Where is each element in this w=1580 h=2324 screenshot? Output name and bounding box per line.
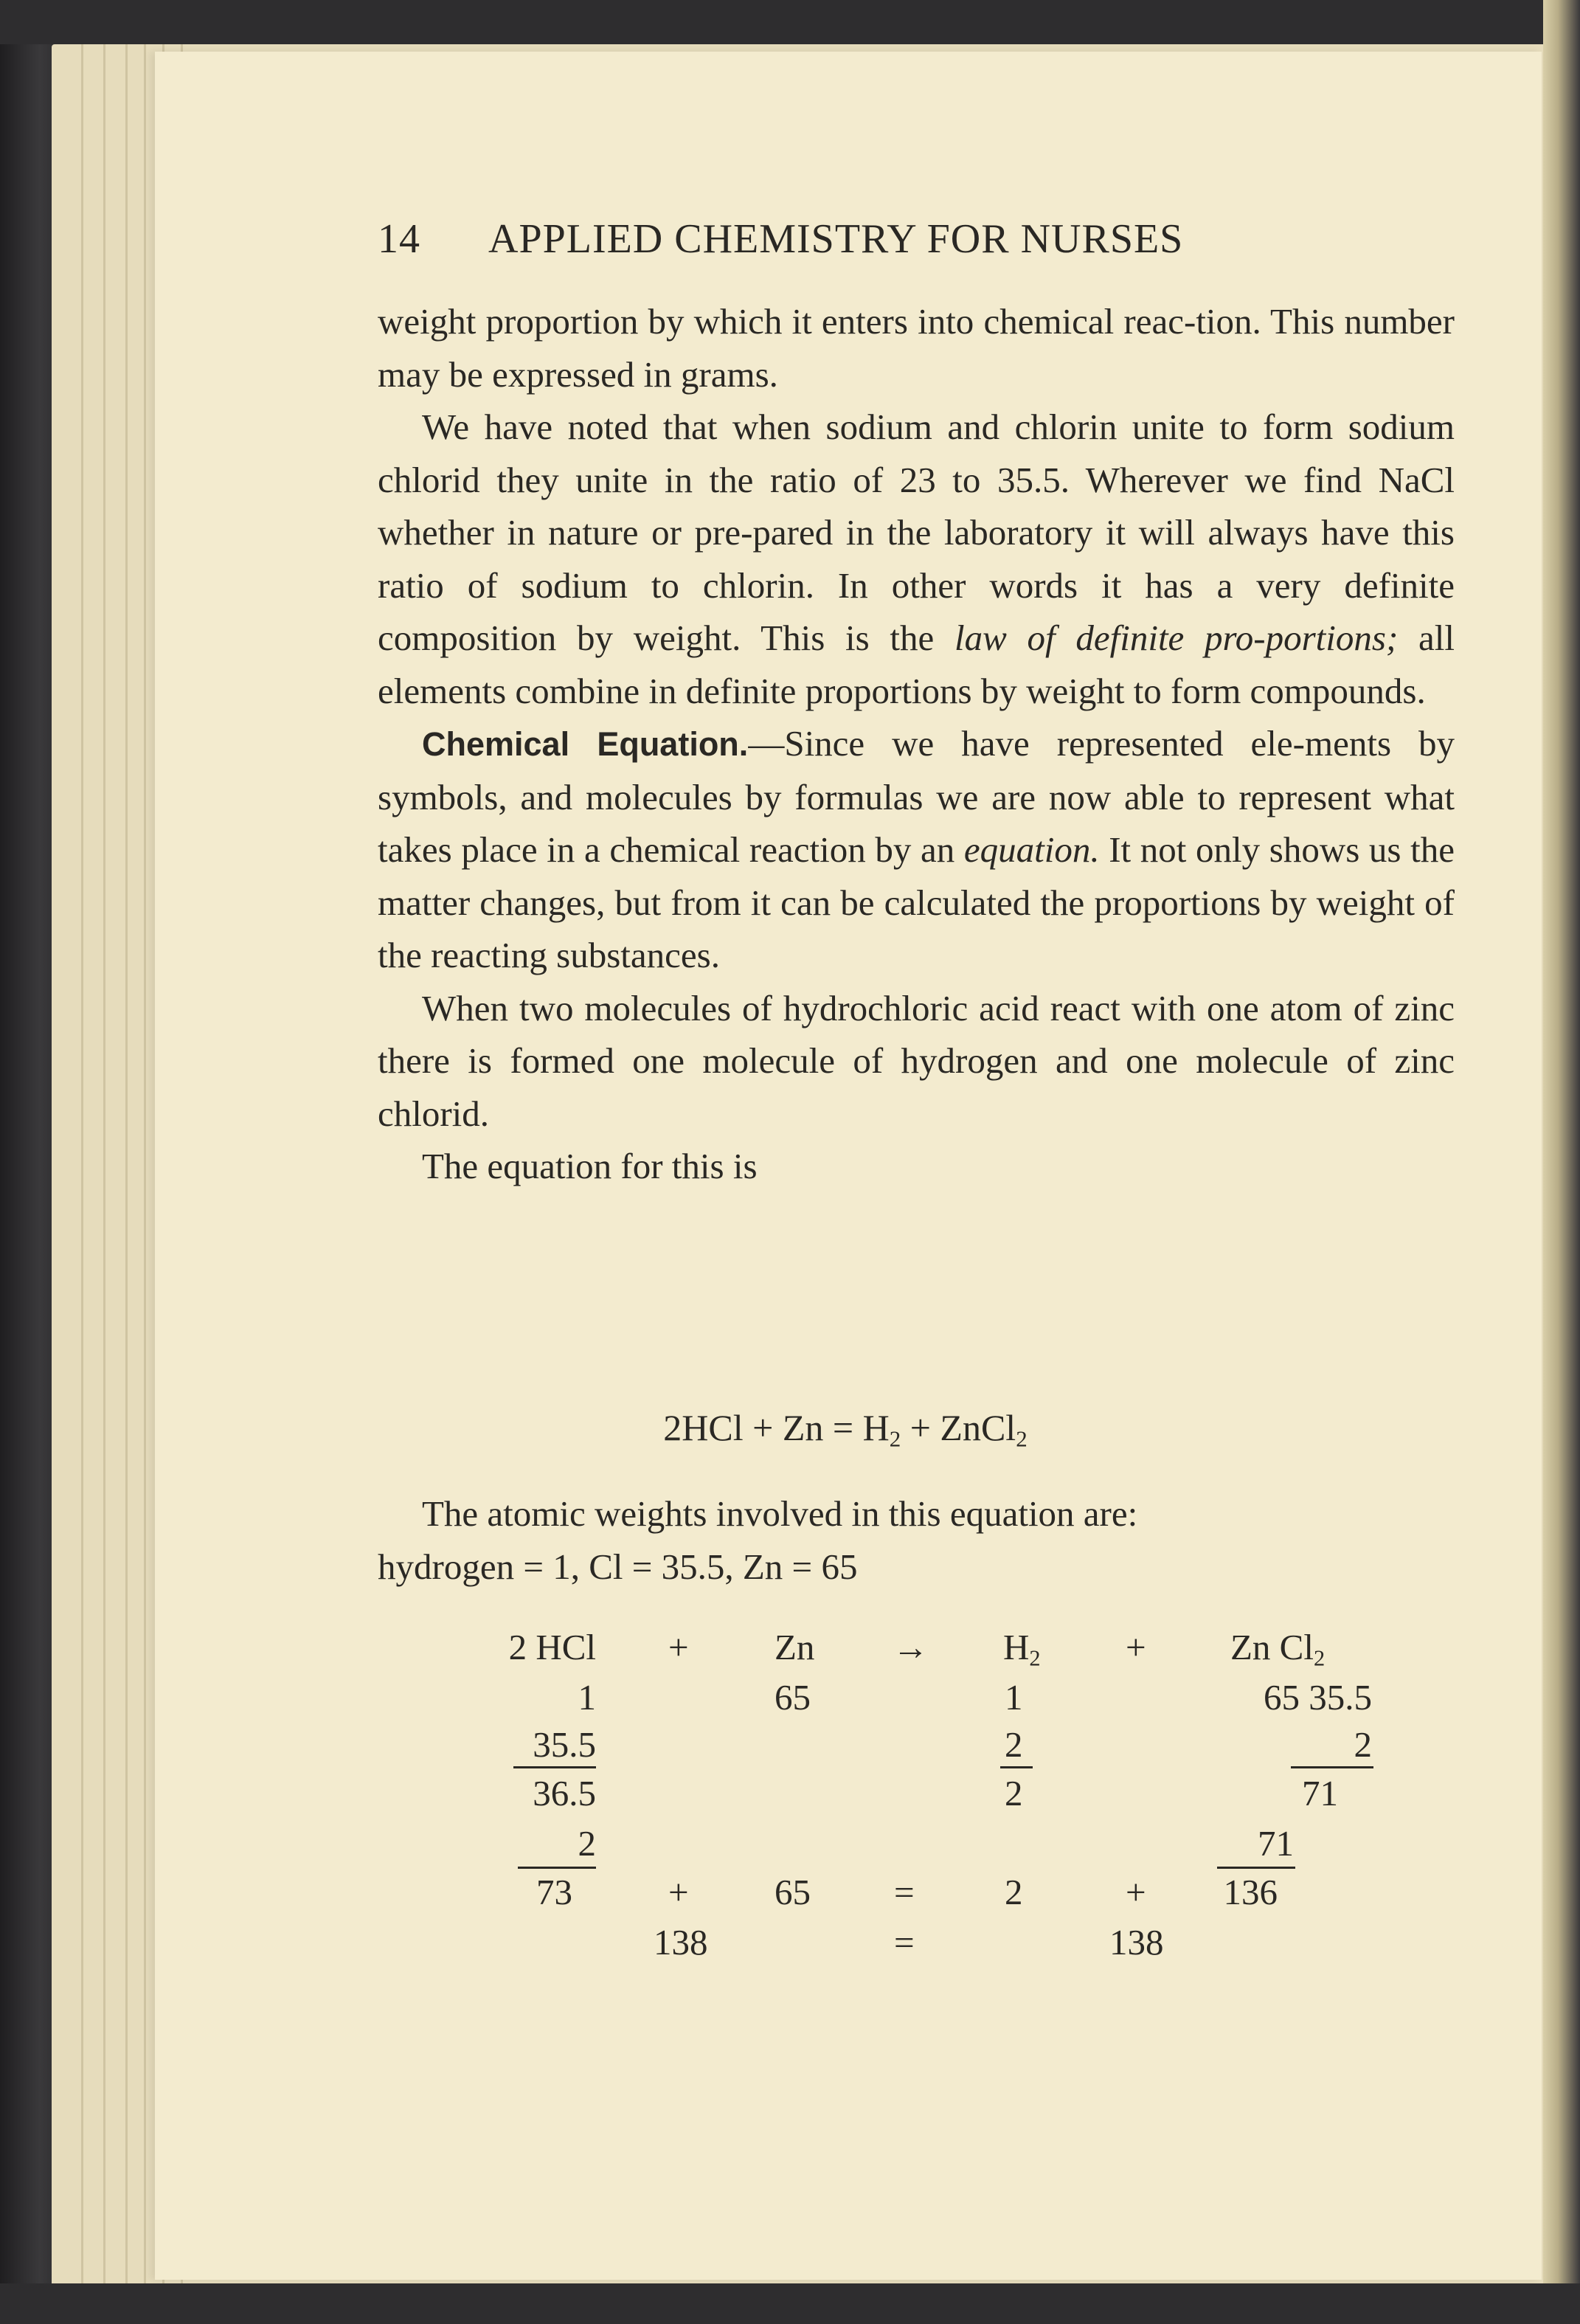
calc-zncl2-rule-2	[1217, 1867, 1295, 1869]
calc-header-arrow: →	[893, 1627, 929, 1667]
equation-lhs: 2HCl + Zn = H	[663, 1407, 890, 1448]
paragraph-2-text: We have noted that when sodium and chlorin unite to form sodium chlorid they unite in the ratio of 23 to 35.5. Wherever we find NaCl whether in nature or pre-pared in the laboratory it will always have this ratio of sodium to chlorin. In other words it has a very definite composition by weight. This is the	[378, 407, 1455, 658]
calc-header-zn: Zn	[775, 1627, 815, 1667]
paragraph-4: When two molecules of hydrochloric acid react with one atom of zinc there is formed one molecule of hydrogen and one molecule of zinc chlorid.	[378, 987, 1455, 1134]
calc-header-h: H	[1003, 1627, 1030, 1667]
page-number: 14	[378, 216, 420, 262]
calc-h2-rule	[1000, 1766, 1033, 1768]
calc-total-eq-a: =	[894, 1872, 915, 1912]
calc-hcl-rule-1	[513, 1766, 596, 1768]
paragraph-3	[378, 717, 1455, 982]
calc-hcl-multiplier: 2	[578, 1823, 596, 1864]
calc-header-h-subscript: 2	[1029, 1645, 1041, 1671]
calc-zncl2-multiplier: 2	[1354, 1724, 1372, 1765]
scan-border-top	[0, 0, 1580, 44]
equation-cl-subscript: 2	[1016, 1425, 1028, 1452]
running-title: APPLIED CHEMISTRY FOR NURSES	[488, 216, 1184, 262]
scan-border-bottom	[0, 2283, 1580, 2324]
calc-zncl2-total: 136	[1223, 1872, 1278, 1912]
calc-zn-total: 65	[775, 1872, 811, 1912]
calc-hcl-total: 73	[536, 1872, 572, 1912]
body-text	[378, 295, 1455, 1193]
calc-h2-weight: 1	[1005, 1677, 1023, 1718]
paragraph-3-text-end: It not only shows us the matter changes, but from it can be calculated the proportions by weight of the reacting substances.	[378, 829, 1455, 975]
calc-zncl2-rule-1	[1291, 1766, 1373, 1768]
paragraph-3-text: —Since we have represented ele-ments by symbols, and molecules by formulas we are now able to represent what takes place in a chemical reaction by an	[378, 723, 1455, 870]
calc-header-plus-1: +	[668, 1627, 689, 1667]
calc-header-zncl: Zn Cl	[1230, 1627, 1314, 1667]
calc-header-plus-2: +	[1126, 1627, 1146, 1667]
paragraph-2-italic: law of definite pro-portions;	[954, 618, 1399, 658]
paragraph-1: weight proportion by which it enters into chemical reac-tion. This number may be expressed in grams.	[378, 301, 1455, 395]
equation-h-subscript: 2	[889, 1425, 901, 1452]
calc-header-zncl-subscript: 2	[1313, 1645, 1326, 1671]
atomic-weights-line-1: The atomic weights involved in this equation are:	[422, 1493, 1138, 1534]
calc-zncl2-weights: 65 35.5	[1264, 1677, 1372, 1718]
calc-hcl-sum: 36.5	[533, 1773, 596, 1813]
paragraph-2	[378, 401, 1455, 717]
calc-h2-product: 2	[1005, 1773, 1023, 1813]
calc-total-plus-b: +	[1126, 1872, 1146, 1912]
calc-left-sum: 138	[654, 1922, 708, 1962]
book-right-edge	[1543, 0, 1580, 2324]
paragraph-3-italic: equation.	[963, 829, 1100, 870]
calc-header-zncl2	[1230, 1627, 1326, 1671]
calc-zncl2-zn-weight: 71	[1258, 1823, 1294, 1864]
calc-hcl-cl-weight: 35.5	[533, 1724, 596, 1765]
paragraph-2-text-end: all elements combine in definite proportions by weight to form compounds.	[378, 618, 1455, 711]
calc-hcl-h-weight: 1	[578, 1677, 596, 1718]
calc-total-eq-b: =	[894, 1922, 915, 1962]
atomic-weights-text	[378, 1487, 1455, 1593]
calc-right-sum: 138	[1109, 1922, 1164, 1962]
calc-header-h2	[1003, 1627, 1041, 1671]
calc-header-hcl: 2 HCl	[508, 1627, 596, 1667]
paragraph-5: The equation for this is	[422, 1146, 758, 1186]
calc-h2-multiplier: 2	[1005, 1724, 1023, 1765]
atomic-weights-line-2: hydrogen = 1, Cl = 35.5, Zn = 65	[378, 1546, 858, 1587]
calc-zn-weight: 65	[775, 1677, 811, 1718]
calc-total-plus-a: +	[668, 1872, 689, 1912]
equation-rhs: + ZnCl	[901, 1407, 1016, 1448]
calc-zncl2-cl-total: 71	[1302, 1773, 1338, 1813]
calc-h2-total: 2	[1005, 1872, 1023, 1912]
chemical-equation	[0, 1406, 1580, 1452]
section-heading: Chemical Equation.	[422, 725, 749, 763]
running-head	[378, 215, 1455, 263]
calc-hcl-rule-2	[518, 1867, 596, 1869]
